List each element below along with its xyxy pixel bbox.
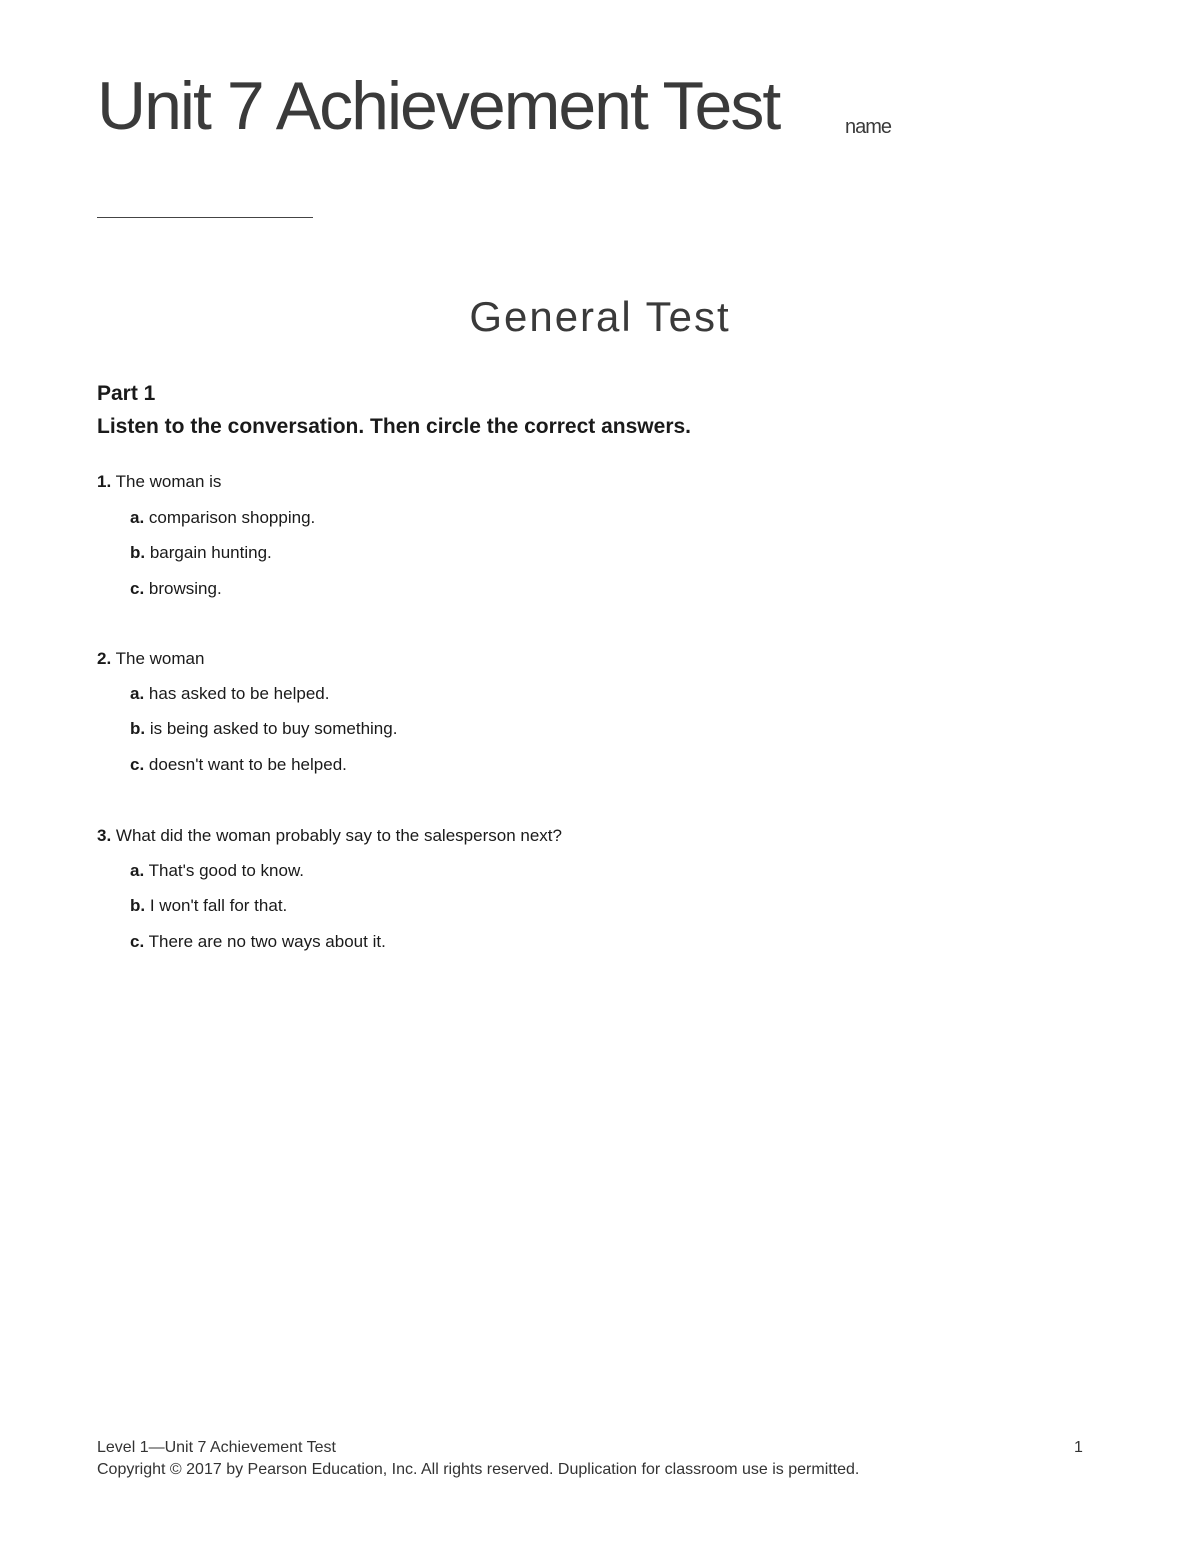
option-letter: b.	[130, 719, 146, 738]
option-letter: a.	[130, 861, 145, 880]
part-instructions: Listen to the conversation. Then circle the correct answers.	[97, 415, 692, 438]
question-3	[97, 827, 562, 844]
option-text: I won't fall for that.	[149, 896, 288, 915]
option-letter: a.	[130, 684, 145, 703]
question-1-option-c[interactable]	[130, 580, 222, 597]
option-letter: c.	[130, 579, 145, 598]
question-number: 2.	[97, 649, 112, 668]
footer-doc-label: Level 1—Unit 7 Achievement Test	[97, 1439, 336, 1456]
question-2	[97, 650, 204, 667]
name-write-line	[97, 217, 313, 218]
option-letter: b.	[130, 543, 146, 562]
option-text: has asked to be helped.	[148, 684, 330, 703]
option-text: doesn't want to be helped.	[148, 755, 347, 774]
option-letter: b.	[130, 896, 146, 915]
option-text: That's good to know.	[148, 861, 305, 880]
option-letter: a.	[130, 508, 145, 527]
name-label: name	[845, 116, 892, 138]
option-text: is being asked to buy something.	[149, 719, 398, 738]
question-text: What did the woman probably say to the salesperson next?	[115, 826, 562, 845]
part-heading: Part 1	[97, 382, 156, 405]
option-text: comparison shopping.	[148, 508, 316, 527]
question-1-option-a[interactable]	[130, 509, 315, 526]
question-3-option-c[interactable]	[130, 933, 386, 950]
option-letter: c.	[130, 932, 145, 951]
option-letter: c.	[130, 755, 145, 774]
question-text: The woman is	[115, 472, 222, 491]
question-3-option-a[interactable]	[130, 862, 304, 879]
question-1-option-b[interactable]	[130, 544, 272, 561]
option-text: There are no two ways about it.	[148, 932, 386, 951]
question-3-option-b[interactable]	[130, 897, 287, 914]
option-text: bargain hunting.	[149, 543, 272, 562]
question-text: The woman	[115, 649, 205, 668]
footer-copyright: Copyright © 2017 by Pearson Education, Inc. All rights reserved. Duplication for classroom use is permitted.	[97, 1461, 860, 1478]
page-title: Unit 7 Achievement Test	[97, 68, 780, 144]
question-number: 3.	[97, 826, 112, 845]
section-title: General Test	[469, 293, 731, 340]
question-number: 1.	[97, 472, 112, 491]
footer-page-number: 1	[1074, 1439, 1083, 1456]
question-2-option-b[interactable]	[130, 720, 397, 737]
question-1	[97, 473, 221, 490]
question-2-option-c[interactable]	[130, 756, 347, 773]
option-text: browsing.	[148, 579, 222, 598]
question-2-option-a[interactable]	[130, 685, 329, 702]
